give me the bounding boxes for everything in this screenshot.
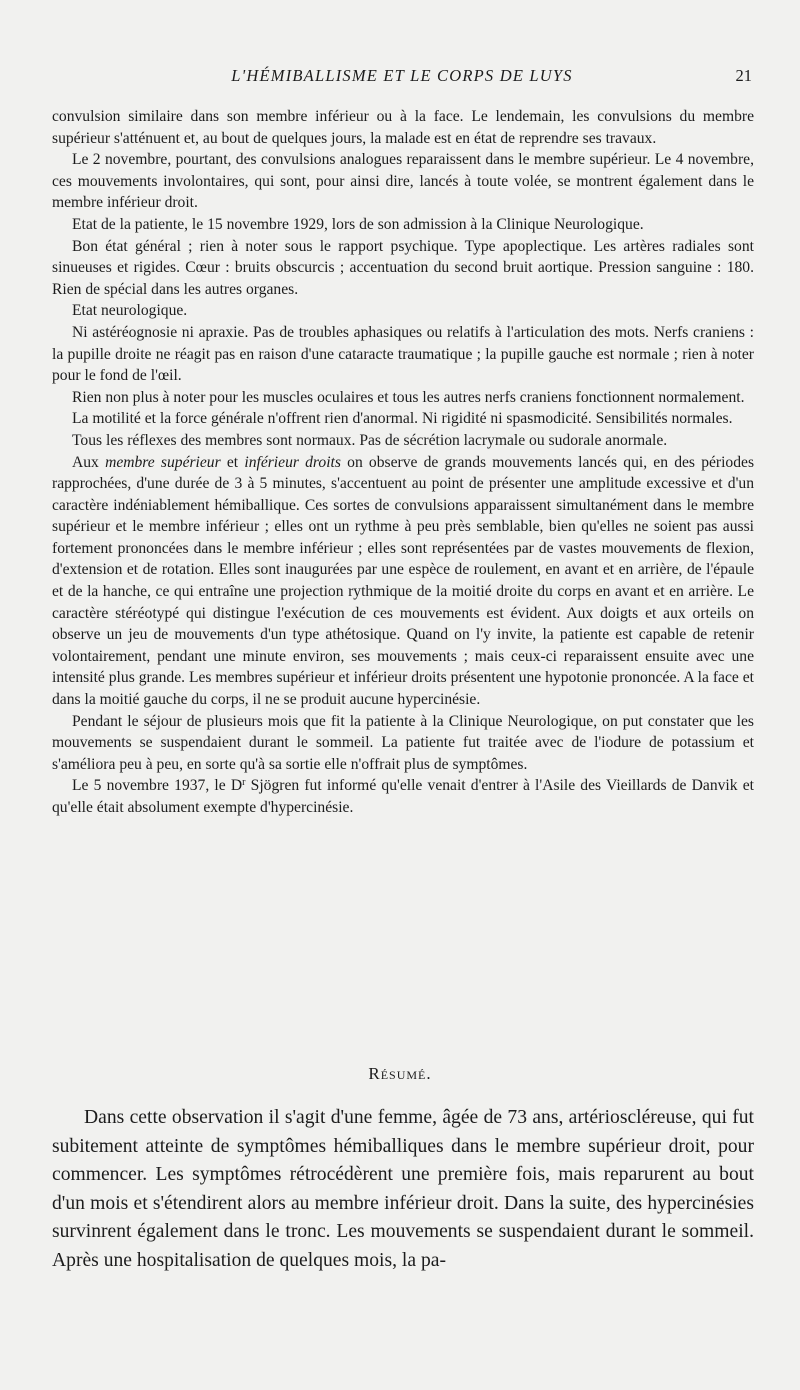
page-header <box>52 66 752 92</box>
text-run: Le 5 novembre 1937, le D <box>72 777 243 795</box>
text-run: Aux <box>72 453 99 471</box>
summary-heading: Résumé. <box>368 1064 432 1083</box>
summary-paragraph: Dans cette observation il s'agit d'une femme, âgée de 73 ans, artérioscléreuse, qui fut subitement atteinte de symptômes hémiballiques dans le membre supérieur droit, pour commencer. Les symptômes rétrocédèrent une première fois, mais reparurent au bout d'un mois et s'étendirent alors au membre inférieur droit. Dans la suite, des hypercinésies survinrent également dans le tronc. Les mouvements se suspendaient durant le sommeil. Après une hospitalisation de quelques mois, la pa- <box>52 1107 754 1271</box>
paragraph: Pendant le séjour de plusieurs mois que fit la patiente à la Clinique Neurologique, on put constater que les mouvements se suspendaient durant le sommeil. La patiente fut traitée avec de l'iodure de potassium et s'améliora peu à peu, en sorte qu'à sa sortie elle n'offrait plus de symptômes. <box>52 712 754 773</box>
paragraph: convulsion similaire dans son membre inférieur ou à la face. Le lendemain, les convulsions du membre supérieur s'atténuent et, au bout de quelques jours, la malade est en état de reprendre ses travaux. <box>52 108 754 147</box>
emphasis: membre supérieur <box>105 453 221 471</box>
paragraph: Rien non plus à noter pour les muscles oculaires et tous les autres nerfs craniens fonctionnent normalement. <box>72 388 745 406</box>
text-run: on observe de grands mouvements lancés qui, en des périodes rapprochées, d'une durée de 3 à 5 minutes, s'accentuent au point de présenter une amplitude excessive et d'un caractère indéniablement hémiballique. Ces sortes de convulsions apparaissent simultanément dans le membre supérieur et le membre inférieur ; elles ont un rythme à peu près semblable, bien qu'elles ne soient pas aussi fortement prononcées dans le membre inférieur ; elles sont représentées par de vastes mouvements de flexion, d'extension et de rotation. Elles sont inaugurées par une espèce de roulement, en avant et en arrière, de l'épaule et de la hanche, ce qui entraîne une projection rythmique de la moitié droite du corps en avant et en arrière. Le caractère stéréotypé qui distingue l'exécution de ces mouvements est évident. Aux doigts et aux orteils on observe un jeu de mouvements d'un type athétosique. Quand on l'y invite, la patiente est capable de retenir volontairement, pendant une minute environ, ses mouvements ; mais ceux-ci reparaissent ensuite avec une intensité plus grande. Les membres supérieur et inférieur droits présentent une hypotonie prononcée. A la face et dans la moitié gauche du corps, il ne se produit aucune hypercinésie. <box>52 453 755 709</box>
superscript: r <box>242 777 246 789</box>
text-run: et <box>226 453 239 471</box>
paragraph: Etat neurologique. <box>72 302 188 320</box>
paragraph: Le 2 novembre, pourtant, des convulsions analogues reparaissent dans le membre supérieur. Le 4 novembre, ces mouvements involontaires, qui sont, pour ainsi dire, lancés à toute volée, se montrent également dans le membre inférieur droit. <box>52 151 754 212</box>
emphasis: inférieur droits <box>244 453 341 471</box>
body-text <box>52 106 754 819</box>
paragraph <box>52 452 754 711</box>
running-title: L'HÉMIBALLISME ET LE CORPS DE LUYS <box>231 66 573 85</box>
text-run: Sjögren fut informé qu'elle venait d'entrer à l'Asile des Vieillards de Danvik et qu'elle était absolument exempte d'hypercinésie. <box>52 777 754 816</box>
page-number: 21 <box>735 66 752 85</box>
paragraph: Ni astéréognosie ni apraxie. Pas de troubles aphasiques ou relatifs à l'articulation des mots. Nerfs craniens : la pupille droite ne réagit pas en raison d'une cataracte traumatique ; la pupille gauche est normale ; rien à noter pour le fond de l'œil. <box>52 323 754 385</box>
paragraph: Tous les réflexes des membres sont normaux. Pas de sécrétion lacrymale ou sudorale anormale. <box>72 431 668 449</box>
paragraph: Etat de la patiente, le 15 novembre 1929, lors de son admission à la Clinique Neurologique. <box>72 215 644 233</box>
summary-text <box>52 1104 754 1276</box>
paragraph: Bon état général ; rien à noter sous le rapport psychique. Type apoplectique. Les artères radiales sont sinueuses et rigides. Cœur : bruits obscurcis ; accentuation du second bruit aortique. Pression sanguine : 180. Rien de spécial dans les autres organes. <box>52 237 754 298</box>
paragraph <box>52 775 754 818</box>
paragraph: La motilité et la force générale n'offrent rien d'anormal. Ni rigidité ni spasmodicité. Sensibilités normales. <box>72 410 733 428</box>
